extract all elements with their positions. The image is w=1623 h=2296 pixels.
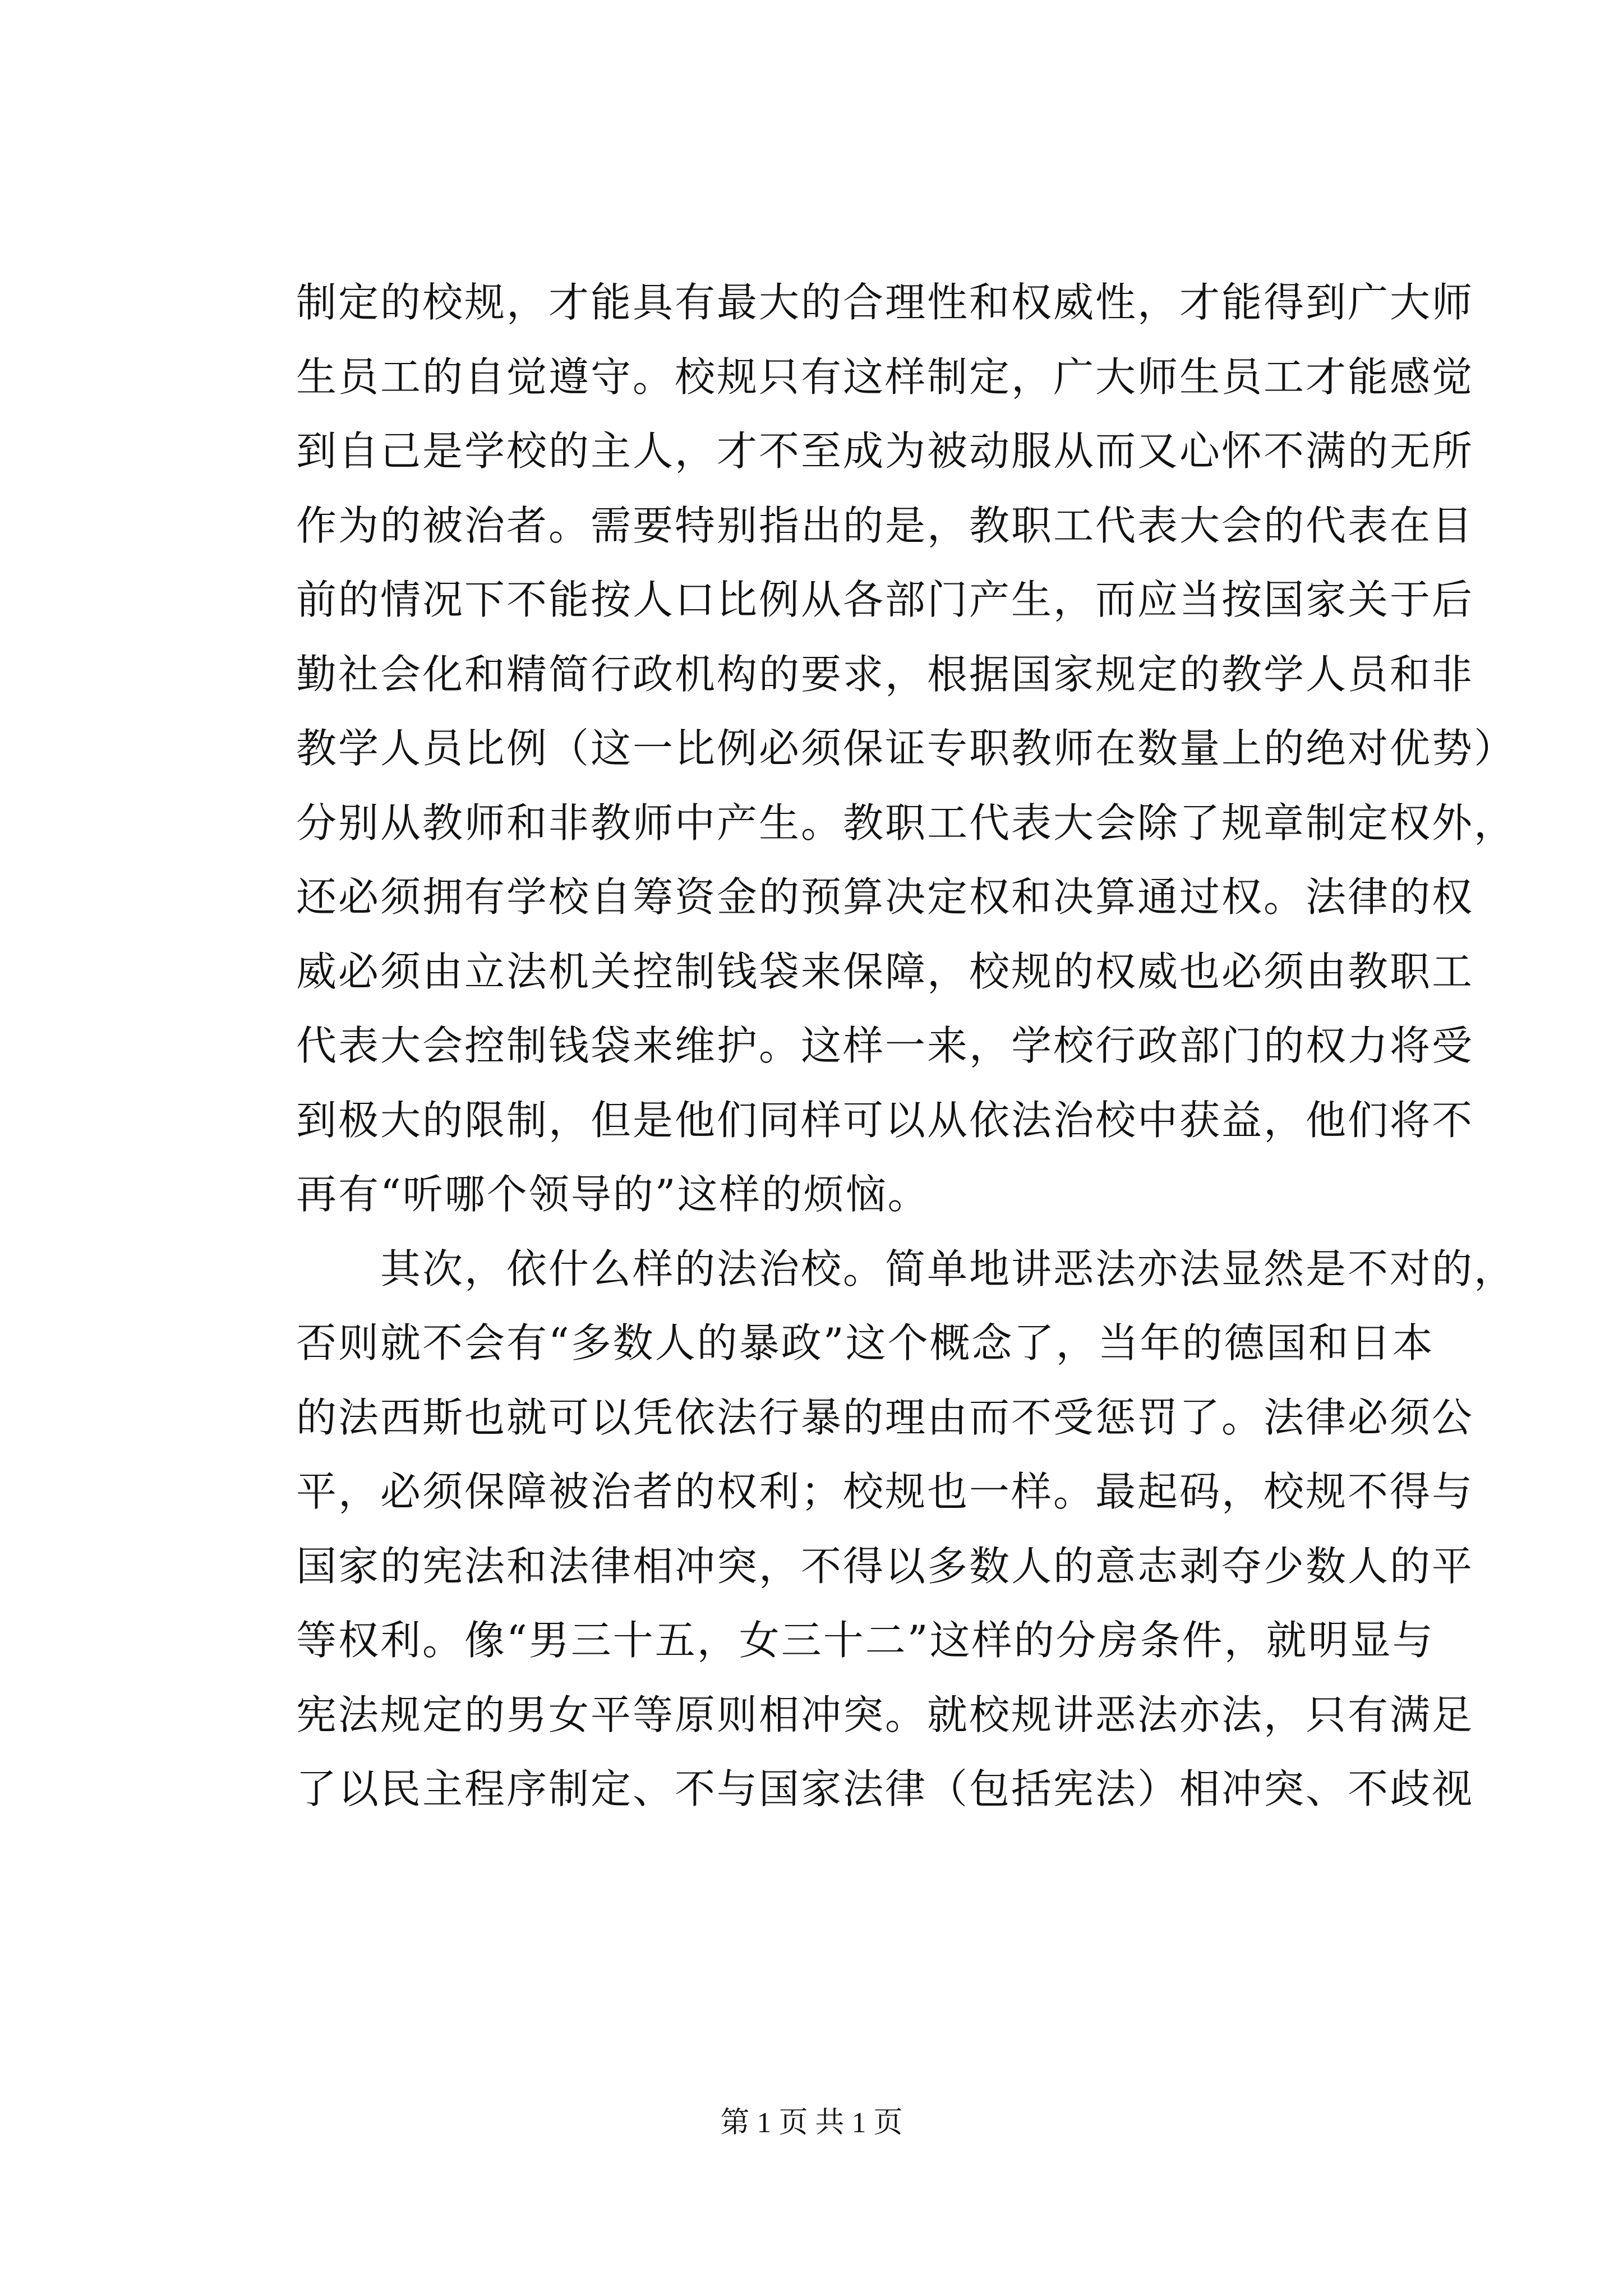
text-line: 勤社会化和精简行政机构的要求，根据国家规定的教学人员和非	[296, 650, 1474, 698]
text-line: 的法西斯也就可以凭依法行暴的理由而不受惩罚了。法律必须公	[296, 1393, 1474, 1441]
text-line: 国家的宪法和法律相冲突，不得以多数人的意志剥夺少数人的平	[296, 1542, 1474, 1590]
text-line: 还必须拥有学校自筹资金的预算决定权和决算通过权。法律的权	[296, 873, 1474, 921]
text-line: 平，必须保障被治者的权利；校规也一样。最起码，校规不得与	[296, 1468, 1474, 1515]
text-line: 威必须由立法机关控制钱袋来保障，校规的权威也必须由教职工	[296, 947, 1474, 995]
text-line: 教学人员比例（这一比例必须保证专职教师在数量上的绝对优势）	[296, 725, 1516, 772]
text-line: 生员工的自觉遵守。校规只有这样制定，广大师生员工才能感觉	[296, 353, 1474, 401]
body-text	[296, 265, 1516, 1826]
text-line: 到极大的限制，但是他们同样可以从依法治校中获益，他们将不	[296, 1096, 1474, 1144]
text-line: 宪法规定的男女平等原则相冲突。就校规讲恶法亦法，只有满足	[296, 1691, 1474, 1738]
text-line: 作为的被治者。需要特别指出的是，教职工代表大会的代表在目	[296, 501, 1474, 549]
text-line: 前的情况下不能按人口比例从各部门产生，而应当按国家关于后	[296, 576, 1474, 623]
page-number-footer: 第 1 页 共 1 页	[720, 2107, 903, 2139]
text-line: 到自己是学校的主人，才不至成为被动服从而又心怀不满的无所	[296, 427, 1474, 475]
text-line: 分别从教师和非教师中产生。教职工代表大会除了规章制定权外，	[296, 799, 1516, 846]
text-line: 再有“听哪个领导的”这样的烦恼。	[296, 1171, 930, 1218]
text-line: 制定的校规，才能具有最大的合理性和权威性，才能得到广大师	[296, 279, 1474, 326]
text-line: 其次，依什么样的法治校。简单地讲恶法亦法显然是不对的，	[296, 1245, 1516, 1292]
text-line: 等权利。像“男三十五，女三十二”这样的分房条件，就明显与	[296, 1617, 1435, 1664]
text-line: 否则就不会有“多数人的暴政”这个概念了，当年的德国和日本	[296, 1319, 1435, 1366]
text-line: 了以民主程序制定、不与国家法律（包括宪法）相冲突、不歧视	[296, 1765, 1474, 1812]
text-line: 代表大会控制钱袋来维护。这样一来，学校行政部门的权力将受	[296, 1022, 1474, 1069]
